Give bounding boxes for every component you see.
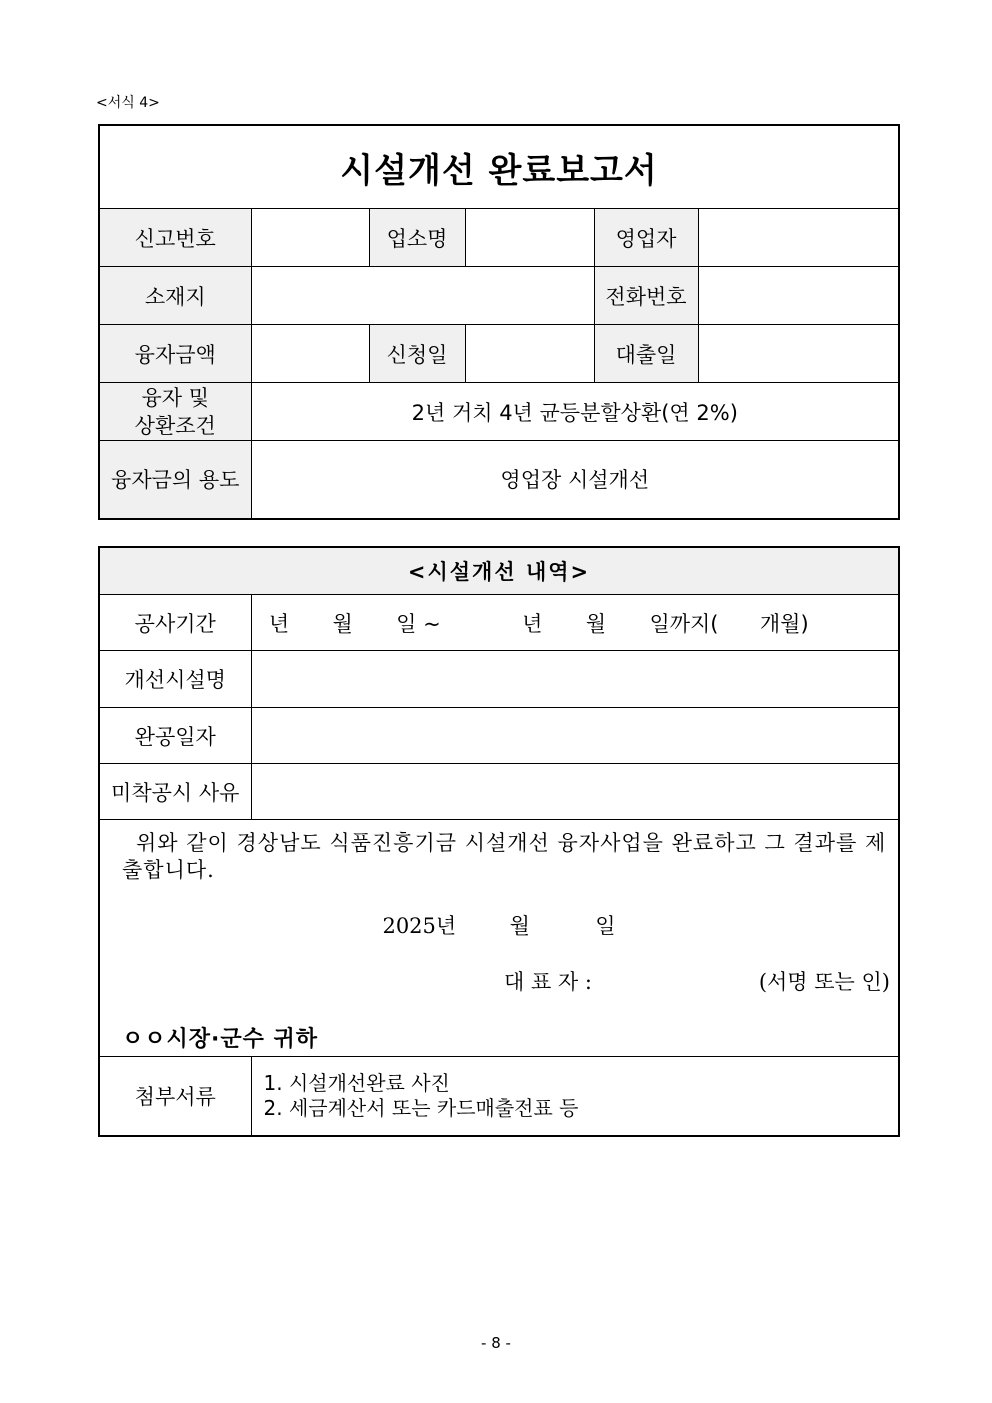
period-months: 개월) [759, 611, 809, 636]
attachments-list [251, 1057, 899, 1136]
purpose-value: 영업장 시설개선 [251, 441, 899, 519]
loan-amount-label: 융자금액 [99, 325, 251, 383]
terms-value: 2년 거치 4년 균등분할상환(연 2%) [251, 383, 899, 441]
attachments-label: 첨부서류 [99, 1057, 251, 1136]
statement-year: 2025년 [382, 914, 457, 938]
recipient: ㅇㅇ시장·군수 귀하 [122, 1027, 319, 1052]
statement-day: 일 [595, 914, 616, 938]
report-no-label: 신고번호 [99, 209, 251, 267]
page-number: - 8 - [481, 1334, 511, 1352]
signature-note: (서명 또는 인) [758, 970, 890, 994]
phone-label: 전화번호 [594, 267, 698, 325]
period-start-month: 월 [332, 611, 353, 636]
terms-label [99, 383, 251, 441]
form-number-label: <서식 4> [96, 95, 160, 111]
completion-label: 완공일자 [99, 708, 251, 764]
statement-block [99, 820, 899, 1057]
attachment-item: 1. 시설개선완료 사진 [263, 1070, 450, 1095]
period-field[interactable] [251, 595, 899, 651]
representative-label: 대 표 자 : [504, 970, 592, 994]
signature-line [100, 966, 898, 996]
terms-label-line2: 상환조건 [134, 413, 216, 438]
document-title: 시설개선 완료보고서 [99, 125, 899, 209]
period-end-day: 일까지( [649, 611, 719, 636]
statement-date [100, 910, 898, 940]
reason-field[interactable] [251, 764, 899, 820]
operator-label: 영업자 [594, 209, 698, 267]
operator-field[interactable] [698, 209, 899, 267]
facility-field[interactable] [251, 651, 899, 708]
business-name-label: 업소명 [369, 209, 465, 267]
business-name-field[interactable] [465, 209, 594, 267]
period-end-year: 년 [522, 611, 543, 636]
completion-field[interactable] [251, 708, 899, 764]
application-date-label: 신청일 [369, 325, 465, 383]
period-start-year: 년 [268, 611, 290, 636]
loan-amount-field[interactable] [251, 325, 369, 383]
statement-text: 위와 같이 경상남도 식품진흥기금 시설개선 융자사업을 완료하고 그 결과를 제출합니다. [122, 831, 887, 882]
facility-label: 개선시설명 [99, 651, 251, 708]
attachment-item: 2. 세금계산서 또는 카드매출전표 등 [263, 1095, 579, 1120]
loan-date-field[interactable] [698, 325, 899, 383]
reason-label: 미착공시 사유 [99, 764, 251, 820]
application-date-field[interactable] [465, 325, 594, 383]
phone-field[interactable] [698, 267, 899, 325]
period-end-month: 월 [585, 611, 607, 636]
terms-label-line1: 융자 및 [141, 385, 210, 410]
location-field[interactable] [251, 267, 594, 325]
location-label: 소재지 [99, 267, 251, 325]
section-title: <시설개선 내역> [99, 547, 899, 595]
loan-info-table [98, 124, 900, 520]
improvement-details-table [98, 546, 900, 1137]
purpose-label: 융자금의 용도 [99, 441, 251, 519]
statement-month: 월 [509, 914, 530, 938]
period-start-day: 일 ~ [396, 611, 441, 636]
loan-date-label: 대출일 [594, 325, 698, 383]
period-label: 공사기간 [99, 595, 251, 651]
report-no-field[interactable] [251, 209, 369, 267]
